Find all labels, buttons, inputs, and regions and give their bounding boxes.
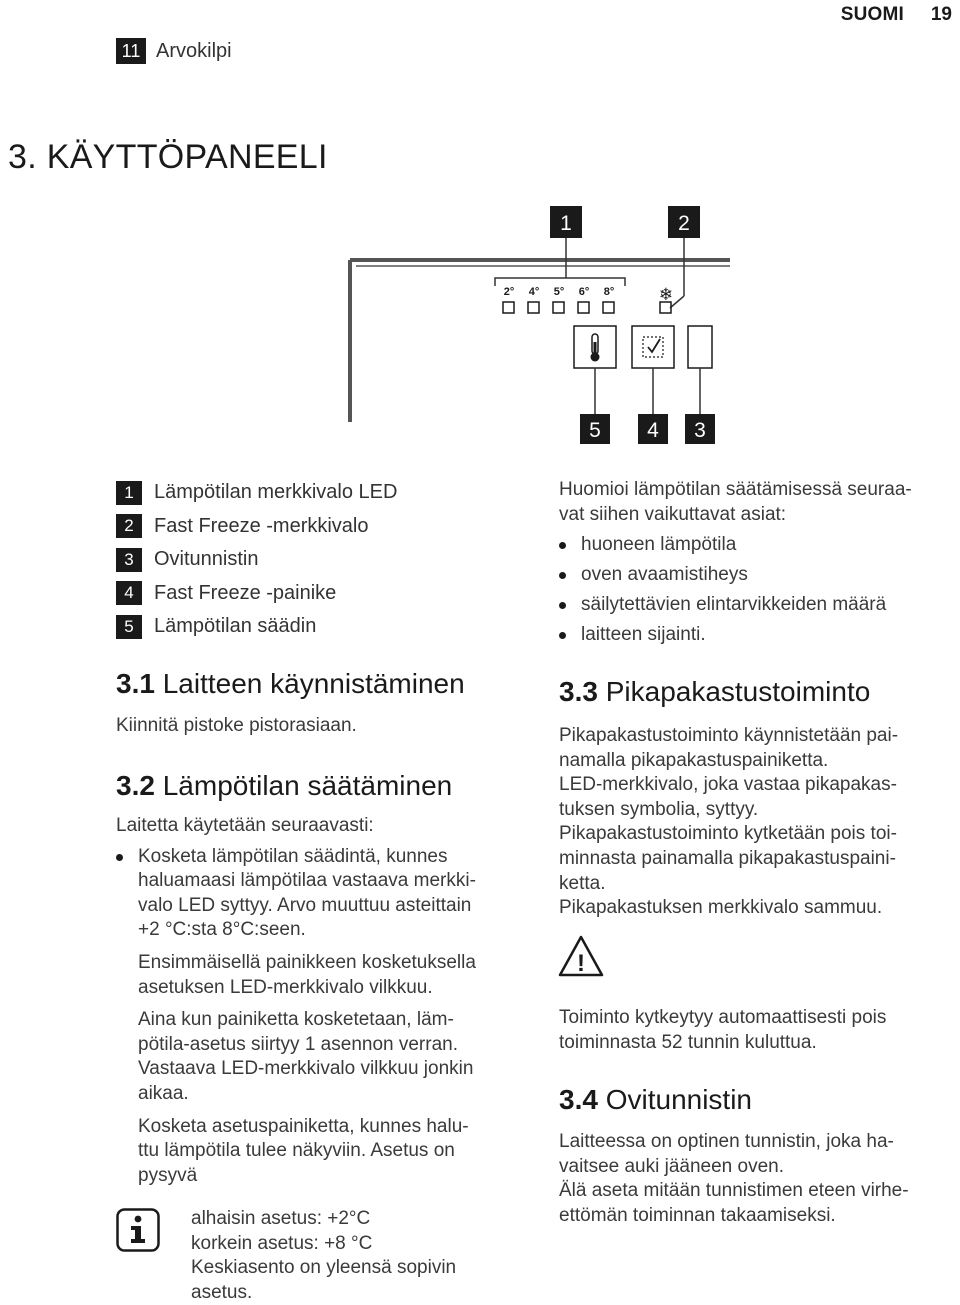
fast-freeze-icon <box>643 337 663 357</box>
section-3-2-title: Lämpötilan säätäminen <box>162 770 453 801</box>
callout-3-label: 3 <box>694 419 706 442</box>
text-line: pötila-asetus siirtyy 1 asennon verran. <box>138 1033 458 1055</box>
warning-icon <box>557 934 605 978</box>
bullet-line: haluamaasi lämpötilaa vastaava merkki- <box>138 870 476 892</box>
text-line: ttu lämpötila tulee näkyviin. Asetus on <box>138 1140 455 1162</box>
legend-label: Ovitunnistin <box>154 548 259 571</box>
text-line: Pikapakastustoiminto käynnistetään pai- <box>559 725 899 746</box>
item-number-badge: 11 <box>116 38 146 64</box>
legend-item <box>116 476 397 510</box>
section-3-3-heading <box>559 676 959 708</box>
text-line: LED-merkkivalo, joka vastaa pikapakas- <box>559 774 897 796</box>
list-item <box>116 845 536 943</box>
info-line: korkein asetus: +8 °C <box>191 1232 373 1254</box>
legend-number: 2 <box>116 514 142 538</box>
section-3-2-number: 3.2 <box>116 770 155 801</box>
callout-1-label: 1 <box>560 212 572 235</box>
text-line: ketta. <box>559 872 606 894</box>
bullet-line: +2 °C:sta 8°C:seen. <box>138 919 306 941</box>
text-line: vat siihen vaikuttavat asiat: <box>559 503 787 525</box>
callout-2 <box>668 206 700 238</box>
temp-label-4: 4° <box>528 286 540 298</box>
text-line: tuksen symbolia, syttyy. <box>559 798 759 820</box>
temp-label-5: 5° <box>553 286 565 298</box>
callout-5 <box>580 414 610 444</box>
text-line: Aina kun painiketta kosketetaan, läm- <box>138 1009 454 1031</box>
right-intro <box>559 478 959 648</box>
section-3-1-number: 3.1 <box>116 668 155 699</box>
callout-3 <box>685 414 715 444</box>
section-3-2-bullets <box>116 845 536 943</box>
info-line: asetus. <box>191 1281 253 1303</box>
text-line: minnasta painamalla pikapakastuspaini- <box>559 847 896 869</box>
bullet-line: valo LED syttyy. Arvo muuttuu asteittain <box>138 894 472 916</box>
section-title: KÄYTTÖPANEELI <box>46 138 328 176</box>
fast-freeze-button <box>632 326 674 368</box>
section-3-1-heading <box>116 668 516 700</box>
led-4 <box>528 302 539 313</box>
legend-label: Lämpötilan merkkivalo LED <box>154 481 398 504</box>
section-3-4-text <box>559 1130 959 1228</box>
door-sensor <box>688 326 712 368</box>
text-line: Laitteessa on optinen tunnistin, joka ha- <box>559 1131 894 1152</box>
factor-list <box>559 533 959 648</box>
text-line: Pikapakastuksen merkkivalo sammuu. <box>559 897 883 919</box>
sub-paragraph-1 <box>138 951 536 1000</box>
text-line: asetuksen LED-merkkivalo vilkkuu. <box>138 976 433 998</box>
callout-2-label: 2 <box>678 212 690 235</box>
legend-number: 5 <box>116 615 142 639</box>
warning-note <box>559 1006 959 1055</box>
list-item: huoneen lämpötila <box>559 533 959 558</box>
callout-4 <box>638 414 668 444</box>
callout-4-label: 4 <box>647 419 659 442</box>
language-label: SUOMI <box>840 4 904 25</box>
section-3-4-number: 3.4 <box>559 1084 598 1115</box>
section-number: 3. <box>8 138 37 176</box>
legend-item <box>116 543 397 577</box>
section-heading <box>8 138 328 177</box>
info-line: Keskiasento on yleensä sopivin <box>191 1257 457 1279</box>
item-label: Arvokilpi <box>156 39 232 62</box>
legend-number: 4 <box>116 581 142 605</box>
temp-label-6: 6° <box>578 286 590 298</box>
bullet-line: Kosketa lämpötilan säädintä, kunnes <box>138 845 448 867</box>
legend-item <box>116 577 397 611</box>
warning-glyph: ! <box>577 950 585 977</box>
led-2 <box>503 302 514 313</box>
callout-5-label: 5 <box>589 419 601 442</box>
snowflake-icon: ❄ <box>658 285 674 305</box>
text-line: Älä aseta mitään tunnistimen eteen virhe- <box>559 1180 909 1202</box>
legend-label: Fast Freeze -merkkivalo <box>154 514 369 537</box>
list-item: laitteen sijainti. <box>559 623 959 648</box>
text-line: Vastaava LED-merkkivalo vilkkuu jonkin <box>138 1058 474 1080</box>
section-3-1-title: Laitteen käynnistäminen <box>162 668 465 699</box>
page-number: 19 <box>930 4 952 25</box>
section-3-4-heading <box>559 1084 959 1116</box>
section-3-4-title: Ovitunnistin <box>605 1084 753 1115</box>
text-line: Pikapakastustoiminto kytketään pois toi- <box>559 823 897 845</box>
control-panel-diagram <box>340 200 740 450</box>
text-line: Huomioi lämpötilan säätämisessä seuraa- <box>559 479 912 500</box>
led-6 <box>578 302 589 313</box>
section-3-3 <box>559 676 959 921</box>
thermometer-icon <box>591 334 600 362</box>
text-line: pysyvä <box>138 1164 198 1186</box>
text-line: Toiminto kytkeytyy automaattisesti pois <box>559 1007 887 1028</box>
text-line: toiminnasta 52 tunnin kuluttua. <box>559 1031 817 1053</box>
text-line: Ensimmäisellä painikkeen kosketuksella <box>138 951 476 973</box>
legend-number: 1 <box>116 481 142 505</box>
info-note <box>191 1207 456 1305</box>
list-item: säilytettävien elintarvikkeiden määrä <box>559 593 959 618</box>
section-3-1 <box>116 668 516 739</box>
legend-item <box>116 610 397 644</box>
legend-label: Fast Freeze -painike <box>154 581 337 604</box>
sub-paragraph-2 <box>138 1008 536 1106</box>
item-11 <box>116 38 232 64</box>
section-3-3-title: Pikapakastustoiminto <box>605 676 871 707</box>
temperature-button <box>574 326 616 368</box>
temp-label-8: 8° <box>603 286 615 298</box>
info-line: alhaisin asetus: +2°C <box>191 1208 371 1229</box>
callout-1 <box>550 206 582 238</box>
text-line: vaitsee auki jääneen oven. <box>559 1155 784 1177</box>
sub-paragraph-3 <box>138 1115 536 1189</box>
text-line: ettömän toiminnan takaamiseksi. <box>559 1204 836 1226</box>
legend-label: Lämpötilan säädin <box>154 615 317 638</box>
text-line: aikaa. <box>138 1082 189 1104</box>
text-line: Kosketa asetuspainiketta, kunnes halu- <box>138 1115 469 1137</box>
section-3-2-intro: Laitetta käytetään seuraavasti: <box>116 815 374 836</box>
led-5 <box>553 302 564 313</box>
section-3-3-number: 3.3 <box>559 676 598 707</box>
info-icon <box>116 1208 160 1252</box>
section-3-3-text <box>559 724 959 921</box>
legend-item <box>116 510 397 544</box>
text-line: namalla pikapakastuspainiketta. <box>559 749 829 771</box>
section-3-4 <box>559 1084 959 1228</box>
section-3-1-text: Kiinnitä pistoke pistorasiaan. <box>116 715 357 736</box>
section-3-2-heading <box>116 770 536 802</box>
list-item: oven avaamistiheys <box>559 563 959 588</box>
legend-list <box>116 476 397 644</box>
section-3-2 <box>116 770 536 1188</box>
led-8 <box>603 302 614 313</box>
temp-label-2: 2° <box>503 286 515 298</box>
legend-number: 3 <box>116 548 142 572</box>
